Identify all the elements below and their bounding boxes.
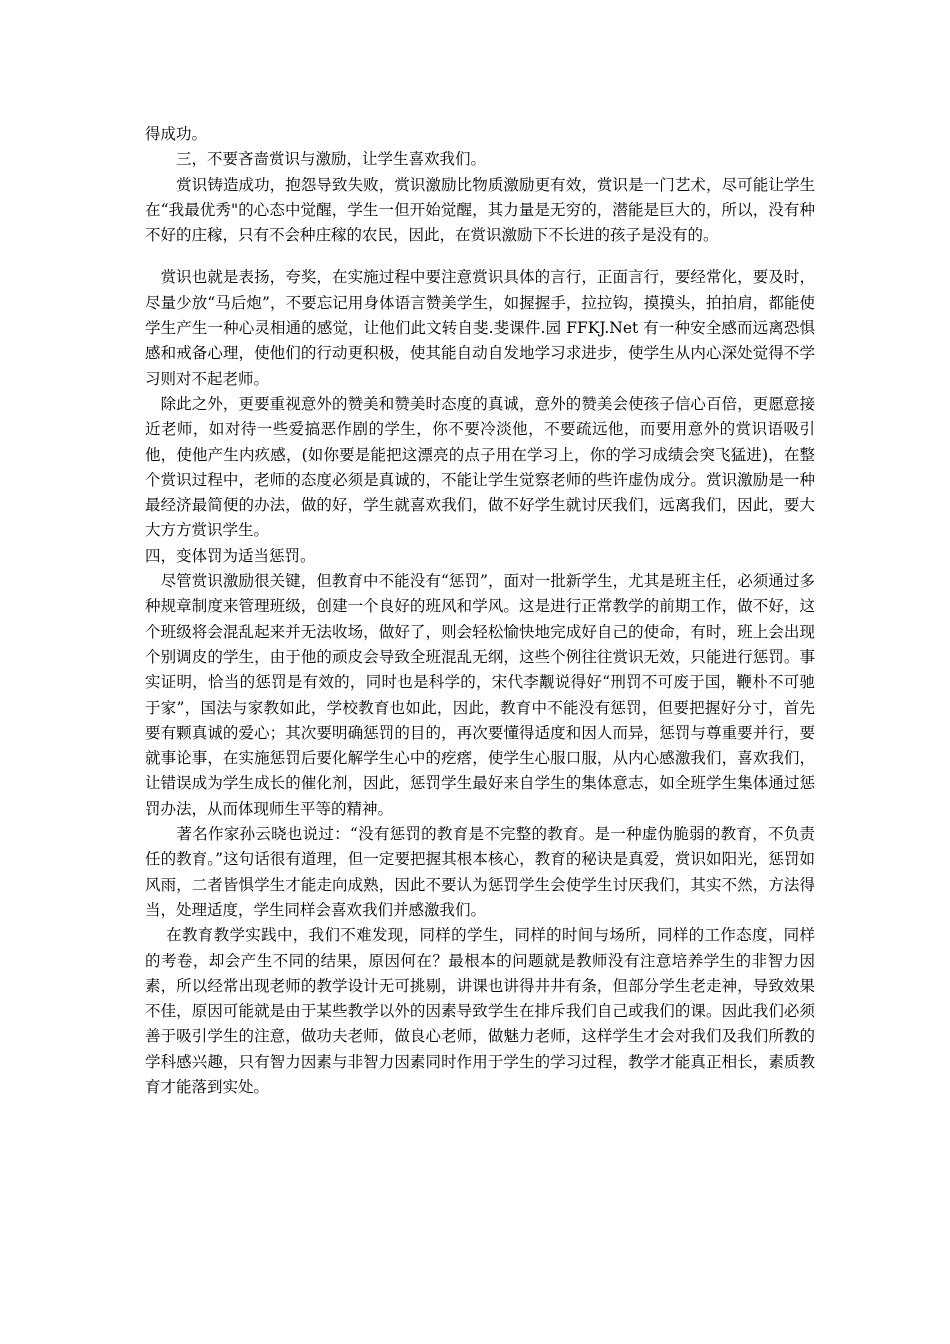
paragraph-quote-sun-yunxiao bbox=[145, 822, 815, 923]
document-body bbox=[145, 122, 815, 1100]
paragraph-indent bbox=[145, 395, 161, 413]
paragraph-continuation bbox=[145, 122, 815, 147]
section-heading-three bbox=[145, 147, 815, 172]
paragraph-text: 赏识铸造成功，抱怨导致失败，赏识激励比物质激励更有效，赏识是一门艺术，尽可能让学生在“我最优秀"的心态中觉醒，学生一但开始觉醒，其力量是无穷的，潜能是巨大的，所以，没有种不好的庄稼，只有不会种庄稼的农民，因此，在赏识激励下不长进的孩子是没有的。 bbox=[145, 175, 815, 245]
paragraph-text: 著名作家孙云晓也说过：“没有惩罚的教育是不完整的教育。是一种虚伪脆弱的教育，不负责任的教育。”这句话很有道理，但一定要把握其根本核心，教育的秘诀是真爱，赏识如阳光，惩罚如风雨，二者皆惧学生才能走向成熟，因此不要认为惩罚学生会使学生讨厌我们，其实不然，方法得当，处理适度，学生同样会喜欢我们并感激我们。 bbox=[145, 825, 815, 919]
paragraph-indent bbox=[145, 926, 166, 944]
heading-text: 四，变体罚为适当惩罚。 bbox=[145, 546, 316, 565]
heading-text: 三，不要吝啬赏识与激励，让学生喜欢我们。 bbox=[176, 150, 487, 169]
paragraph-indent bbox=[145, 825, 177, 843]
section-heading-four bbox=[145, 544, 815, 569]
paragraph-indent bbox=[145, 150, 176, 168]
paragraph-indent bbox=[145, 572, 161, 590]
paragraph-appreciation-praise bbox=[145, 265, 815, 391]
paragraph-text: 尽管赏识激励很关键，但教育中不能没有“惩罚”，面对一批新学生，尤其是班主任，必须通过多种规章制度来管理班级，创建一个良好的班风和学风。这是进行正常教学的前期工作，做不好，这个班级将会混乱起来并无法收场，做好了，则会轻松愉快地完成好自己的使命，有时，班上会出现个别调皮的学生，由于他的顽皮会导致全班混乱无纲，这些个例往往赏识无效，只能进行惩罚。事实证明，恰当的惩罚是有效的，同时也是科学的，宋代李觏说得好“刑罚不可废于国，鞭朴不可驰于家”，国法与家教如此，学校教育也如此，因此，教育中不能没有惩罚，但要把握好分寸，首先要有颗真诚的爱心；其次要明确惩罚的目的，再次要懂得适度和因人而异，惩罚与尊重要并行，要就事论事，在实施惩罚后要化解学生心中的疙瘩，使学生心服口服，从内心感激我们，喜欢我们，让错误成为学生成长的催化剂，因此，惩罚学生最好来自学生的集体意志，如全班学生集体通过惩罚办法，从而体现师生平等的精神。 bbox=[145, 572, 815, 818]
paragraph-punishment bbox=[145, 569, 815, 822]
paragraph-text: 在教育教学实践中，我们不难发现，同样的学生，同样的时间与场所，同样的工作态度，同样的考卷，却会产生不同的结果，原因何在？最根本的问题就是教师没有注意培养学生的非智力因素，所以经常出现老师的教学设计无可挑剔，讲课也讲得井井有条，但部分学生老走神，导致效果不佳，原因可能就是由于某些教学以外的因素导致学生在排斥我们自己或我们的课。因此我们必须善于吸引学生的注意，做功夫老师，做良心老师，做魅力老师，这样学生才会对我们及我们所教的学科感兴趣，只有智力因素与非智力因素同时作用于学生的学习过程，教学才能真正相长，素质教育才能落到实处。 bbox=[145, 926, 815, 1096]
paragraph-text: 除此之外，更要重视意外的赞美和赞美时态度的真诚，意外的赞美会使孩子信心百倍，更愿意接近老师，如对待一些爱搞恶作剧的学生，你不要冷淡他，不要疏远他，而要用意外的赏识语吸引他，使他产生内疚感，(如你要是能把这漂亮的点子用在学习上，你的学习成绩会突飞猛进)，在整个赏识过程中，老师的态度必须是真诚的，不能让学生觉察老师的些许虚伪成分。赏识激励是一种最经济最简便的办法，做的好，学生就喜欢我们，做不好学生就讨厌我们，远离我们，因此，要大大方方赏识学生。 bbox=[145, 394, 815, 540]
paragraph-text: 赏识也就是表扬，夸奖，在实施过程中要注意赏识具体的言行，正面言行，要经常化，要及时，尽量少放“马后炮”，不要忘记用身体语言赞美学生，如握握手，拉拉钩，摸摸头，拍拍肩，都能使学生产生一种心灵相通的感觉，让他们此文转自斐.斐课件.园 FFKJ.Net 有一种安全感而远离恐惧感和戒备心理，使他们的行动更积极，使其能自动自发地学习求进步，使学生从内心深处觉得不学习则对不起老师。 bbox=[145, 268, 815, 388]
paragraph-text: 得成功。 bbox=[145, 125, 208, 143]
paragraph-indent bbox=[145, 176, 176, 194]
paragraph-appreciation-intro bbox=[145, 173, 815, 249]
paragraph-indent bbox=[145, 268, 161, 286]
paragraph-gap bbox=[145, 248, 815, 265]
paragraph-non-intellectual-factors bbox=[145, 923, 815, 1100]
paragraph-unexpected-praise bbox=[145, 392, 815, 544]
